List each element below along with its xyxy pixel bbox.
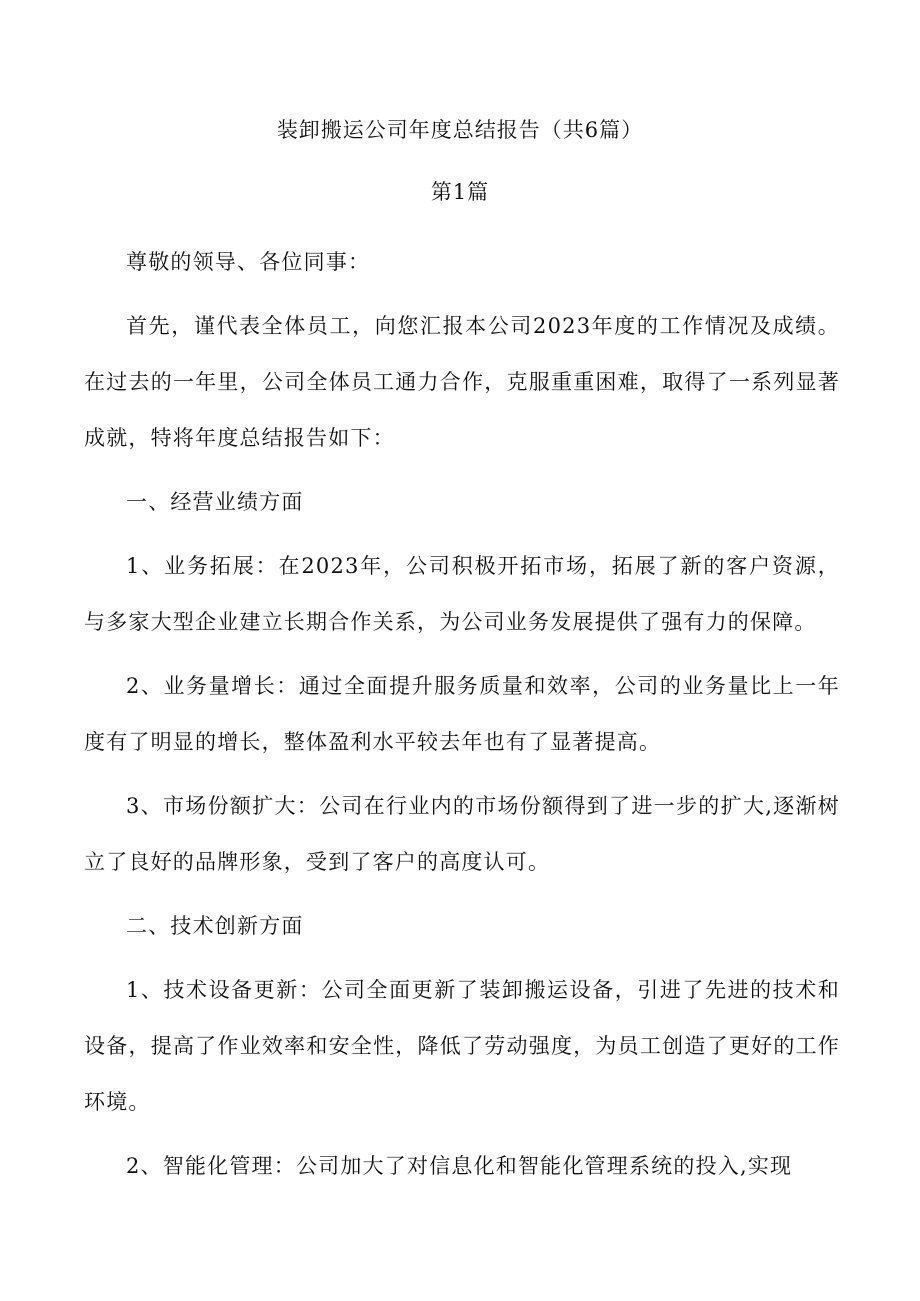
salutation: 尊敬的领导、各位同事： — [126, 250, 371, 274]
tech-item-1: 1、技术设备更新：公司全面更新了装卸搬运设备，引进了先进的技术和设备，提高了作业效率和安全性，降低了劳动强度，为员工创造了更好的工作环境。 — [84, 978, 840, 1114]
business-item-1: 1、业务拓展：在2023年，公司积极开拓市场，拓展了新的客户资源，与多家大型企业建立长期合作关系，为公司业务发展提供了强有力的保障。 — [84, 554, 840, 634]
document-subtitle: 第1篇 — [430, 180, 490, 204]
section-heading-business: 一、经营业绩方面 — [126, 490, 304, 514]
intro-paragraph: 首先，谨代表全体员工，向您汇报本公司2023年度的工作情况及成绩。在过去的一年里，公司全体员工通力合作，克服重重困难，取得了一系列显著成就，特将年度总结报告如下： — [84, 314, 840, 450]
tech-item-2: 2、智能化管理：公司加大了对信息化和智能化管理系统的投入,实现 — [126, 1154, 793, 1178]
document-title: 装卸搬运公司年度总结报告（共6篇） — [276, 118, 644, 142]
section-heading-tech: 二、技术创新方面 — [126, 914, 304, 938]
document-body — [84, 234, 840, 1194]
business-item-3: 3、市场份额扩大：公司在行业内的市场份额得到了进一步的扩大,逐渐树立了良好的品牌形象，受到了客户的高度认可。 — [84, 794, 840, 874]
business-item-2: 2、业务量增长：通过全面提升服务质量和效率，公司的业务量比上一年度有了明显的增长，整体盈利水平较去年也有了显著提高。 — [84, 674, 840, 754]
